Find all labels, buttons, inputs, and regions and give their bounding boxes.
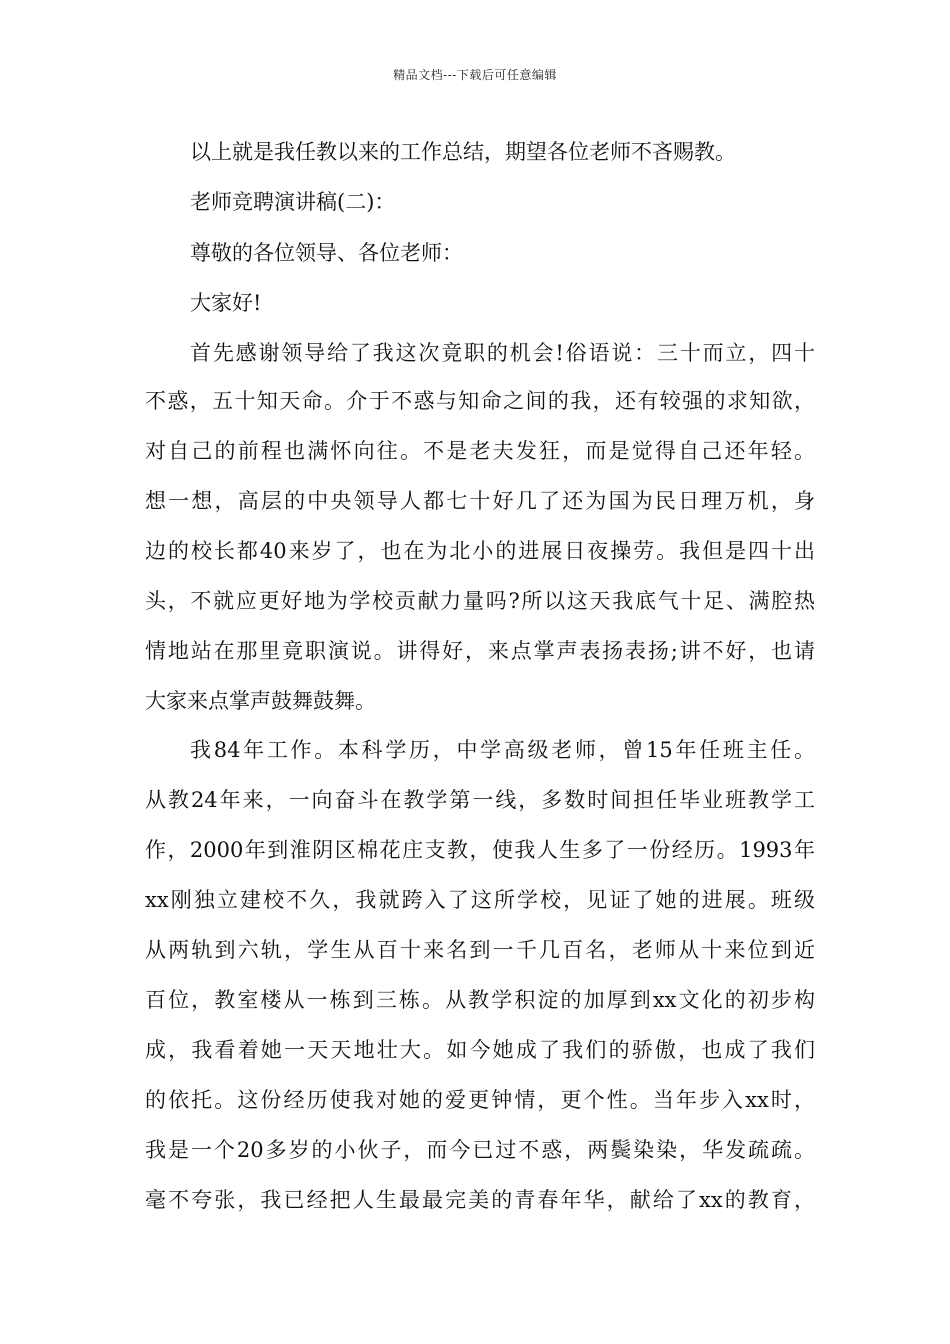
paragraph-line: 不惑，五十知天命。介于不惑与知命之间的我，还有较强的求知欲， bbox=[145, 389, 815, 413]
paragraph-line: 作，2000年到淮阴区棉花庄支教，使我人生多了一份经历。1993年 bbox=[145, 838, 815, 862]
paragraph-line: 以上就是我任教以来的工作总结，期望各位老师不吝赐教。 bbox=[190, 140, 736, 164]
paragraph-line: 的依托。这份经历使我对她的爱更钟情，更个性。当年步入xx时， bbox=[145, 1088, 815, 1112]
paragraph-line: 从教24年来，一向奋斗在教学第一线，多数时间担任毕业班教学工 bbox=[145, 788, 815, 812]
paragraph-line: 毫不夸张，我已经把人生最最完美的青春年华，献给了xx的教育， bbox=[145, 1188, 815, 1212]
paragraph-line: 百位，教室楼从一栋到三栋。从教学积淀的加厚到xx文化的初步构 bbox=[145, 988, 815, 1012]
paragraph-line: 边的校长都40来岁了，也在为北小的进展日夜操劳。我但是四十出 bbox=[145, 539, 815, 563]
paragraph-line: 成，我看着她一天天地壮大。如今她成了我们的骄傲，也成了我们 bbox=[145, 1038, 815, 1062]
paragraph-line: 大家好! bbox=[190, 291, 262, 315]
paragraph-line: 我84年工作。本科学历，中学高级老师，曾15年任班主任。 bbox=[190, 738, 815, 762]
paragraph-line: 想一想，高层的中央领导人都七十好几了还为国为民日理万机，身 bbox=[145, 489, 815, 513]
paragraph-line: 头，不就应更好地为学校贡献力量吗?所以这天我底气十足、满腔热 bbox=[145, 589, 815, 613]
paragraph-line: 对自己的前程也满怀向往。不是老夫发狂，而是觉得自己还年轻。 bbox=[145, 439, 815, 463]
page-header: 精品文档---下载后可任意编辑 bbox=[393, 68, 557, 82]
paragraph-line: 从两轨到六轨，学生从百十来名到一千几百名，老师从十来位到近 bbox=[145, 938, 815, 962]
paragraph-line: 老师竞聘演讲稿(二)： bbox=[190, 190, 396, 214]
paragraph-line: 首先感谢领导给了我这次竟职的机会!俗语说：三十而立，四十 bbox=[190, 341, 815, 365]
paragraph-line: 尊敬的各位领导、各位老师： bbox=[190, 241, 463, 265]
paragraph-line: xx刚独立建校不久，我就跨入了这所学校，见证了她的进展。班级 bbox=[145, 888, 815, 912]
paragraph-line: 情地站在那里竟职演说。讲得好，来点掌声表扬表扬;讲不好，也请 bbox=[145, 639, 815, 663]
paragraph-line: 大家来点掌声鼓舞鼓舞。 bbox=[145, 689, 376, 713]
paragraph-line: 我是一个20多岁的小伙子，而今已过不惑，两鬓染染，华发疏疏。 bbox=[145, 1138, 815, 1162]
